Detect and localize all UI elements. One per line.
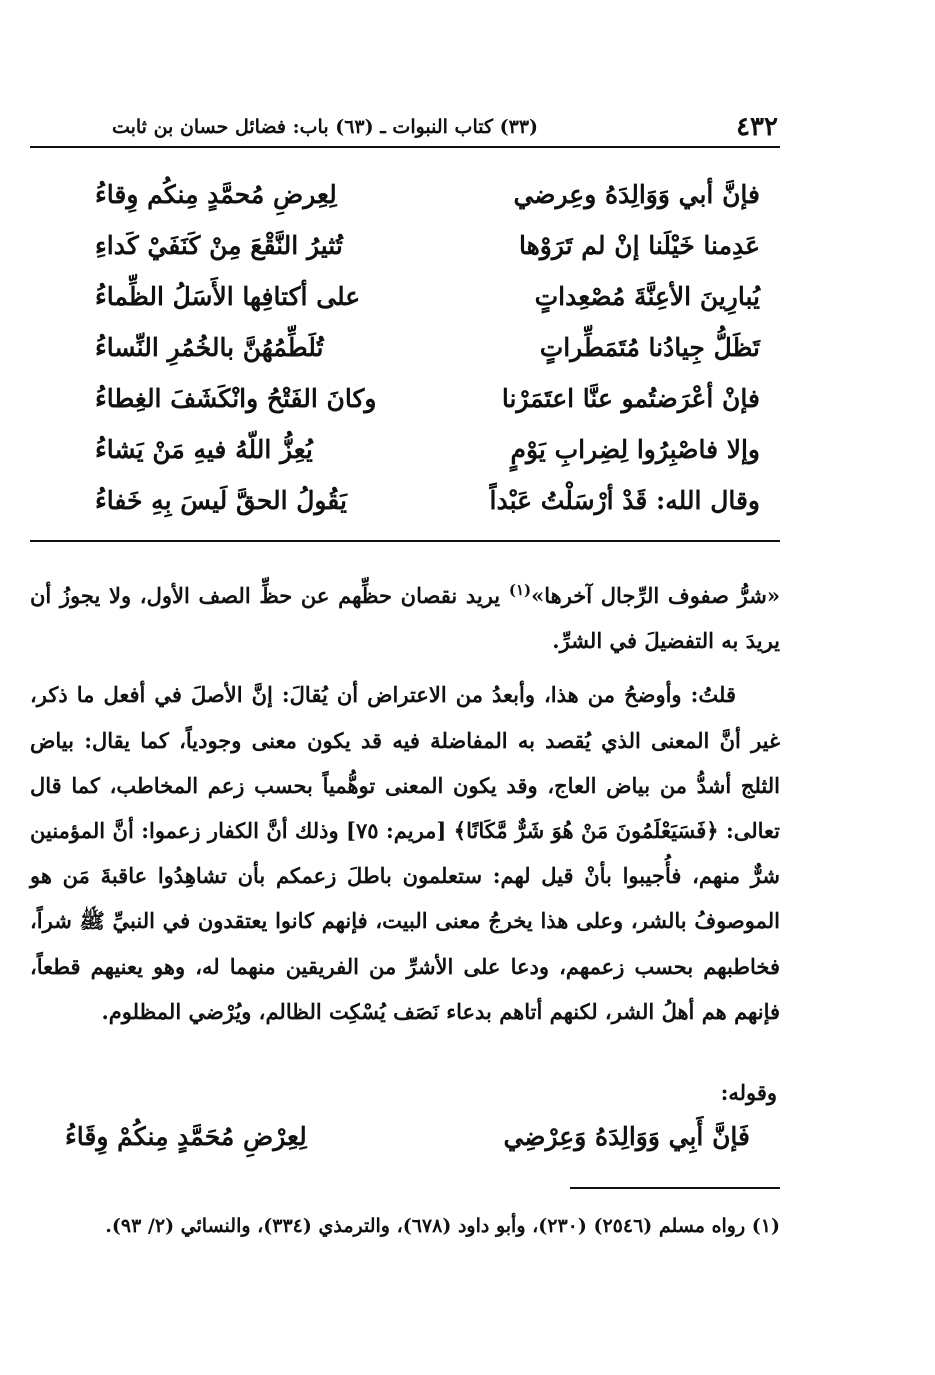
commentary-paragraph: [30, 568, 780, 663]
verse-second-hemistich: تُلَطِّمُهُنَّ بالخُمُرِ النِّساءُ: [95, 333, 324, 362]
commentary-text: [30, 568, 780, 1034]
verse-first-hemistich: فإنْ أعْرَضتُمو عنَّا اعتَمَرْنا: [501, 384, 760, 413]
poem-verse: [40, 486, 780, 537]
page-number: ٤٣٢: [736, 112, 778, 142]
verse-second-hemistich: وكانَ الفَتْحُ وانْكَشَفَ الغِطاءُ: [95, 384, 377, 413]
verse-second-hemistich: تُثيرُ النَّقْعَ مِنْ كَنَفَيْ كَداءِ: [95, 231, 343, 260]
poem-verse: [40, 435, 780, 486]
verse-first-hemistich: وقال الله: قَدْ أرْسَلْتُ عَبْداً: [489, 486, 760, 515]
verse-second-hemistich: يَقُولُ الحقَّ لَيسَ بِهِ خَفاءُ: [95, 486, 347, 515]
verse-first-hemistich: فإنَّ أبي وَوَالِدَهُ وعِرضي: [513, 180, 760, 209]
poem-verse: [40, 282, 780, 333]
poem-block: [40, 180, 780, 537]
poem-verse: [40, 333, 780, 384]
hadith-quote: «شرُّ صفوف الرِّجال آخرها»: [531, 583, 780, 608]
poem-verse: [40, 180, 780, 231]
quote-intro: وقوله:: [720, 1080, 777, 1105]
poem-verse: [40, 384, 780, 435]
verse-first-hemistich: تَظَلُّ جِيادُنا مُتَمَطِّراتٍ: [539, 333, 760, 362]
poem-verse: [40, 231, 780, 282]
quoted-verse: [40, 1122, 780, 1162]
verse-first-hemistich: يُبارِينَ الأعِنَّةَ مُصْعِداتٍ: [534, 282, 760, 311]
commentary-body: وأوضحُ من هذا، وأبعدُ من الاعتراض أن يُقالَ: إنَّ الأصلَ في أفعل ما ذكر، غير أنَّ المعنى الذي يُقصد به المفاضلة فيه قد يكون معنى وجودياً، كما يقال: بياض الثلج أشدُّ من بياض العاج، وقد يكون المعنى توهُّمياً بحسب زعم المخاطب، كما قال تعالى: ﴿فَسَيَعْلَمُونَ مَنْ هُوَ شَرٌّ مَّكَانًا﴾ [مريم: ٧٥] وذلك أنَّ الكفار زعموا: أنَّ المؤمنين شرٌّ منهم، فأُجيبوا بأنْ قيل لهم: ستعلمون باطلَ زعمكم بأن تشاهِدُوا عاقبةَ مَن هو الموصوفُ بالشر، وعلى هذا يخرجُ معنى البيت، فإنهم كانوا يعتقدون في النبيِّ ﷺ شراً، فخاطبهم بحسب زعمهم، ودعا على الأشرِّ من الفريقين منهما له، وهو يعنيهم قطعاً، فإنهم هم أهلُ الشر، لكنهم أتاهم بدعاء نَصَف يُسْكِت الظالم، ويُرْضي المظلوم.: [30, 682, 780, 1024]
header-divider: [30, 146, 780, 148]
paragraph-lead-word: قلتُ:: [690, 682, 736, 708]
section-divider: [30, 540, 780, 542]
commentary-paragraph: [30, 672, 780, 1034]
page-header: [30, 112, 780, 146]
footnote-divider: [570, 1187, 780, 1189]
verse-second-hemistich: لِعِرْضِ مُحَمَّدٍ مِنكُمْ وِقَاءُ: [65, 1122, 307, 1151]
verse-first-hemistich: فَإنَّ أَبِي وَوَالِدَهُ وَعِرْضِي: [503, 1122, 750, 1151]
verse-second-hemistich: يُعِزُّ اللّهُ فيهِ مَنْ يَشاءُ: [95, 435, 313, 464]
running-title: (٣٣) كتاب النبوات ـ (٦٣) باب: فضائل حسان بن ثابت: [111, 116, 539, 138]
verse-first-hemistich: وإلا فاصْبِرُوا لِضِرابِ يَوْمٍ: [510, 435, 760, 464]
verse-first-hemistich: عَدِمنا خَيْلَنا إنْ لم تَرَوْها: [518, 231, 760, 260]
footnote-reference: (١): [508, 581, 532, 599]
commentary-sentence: يريد نقصان حظِّهم عن حظِّ الصف الأول، ولا يجوزُ أن يريدَ به التفضيلَ في الشرِّ.: [30, 583, 780, 654]
verse-second-hemistich: لِعِرضِ مُحمَّدٍ مِنكُم وِقاءُ: [95, 180, 337, 209]
verse-second-hemistich: على أكتافِها الأَسَلُ الظِّماءُ: [95, 282, 361, 311]
footnote: [30, 1208, 780, 1244]
footnote-text: (١) رواه مسلم (٢٥٤٦) (٢٣٠)، وأبو داود (٦٧٨)، والترمذي (٣٣٤)، والنسائي (٢/ ٩٣).: [105, 1215, 780, 1237]
